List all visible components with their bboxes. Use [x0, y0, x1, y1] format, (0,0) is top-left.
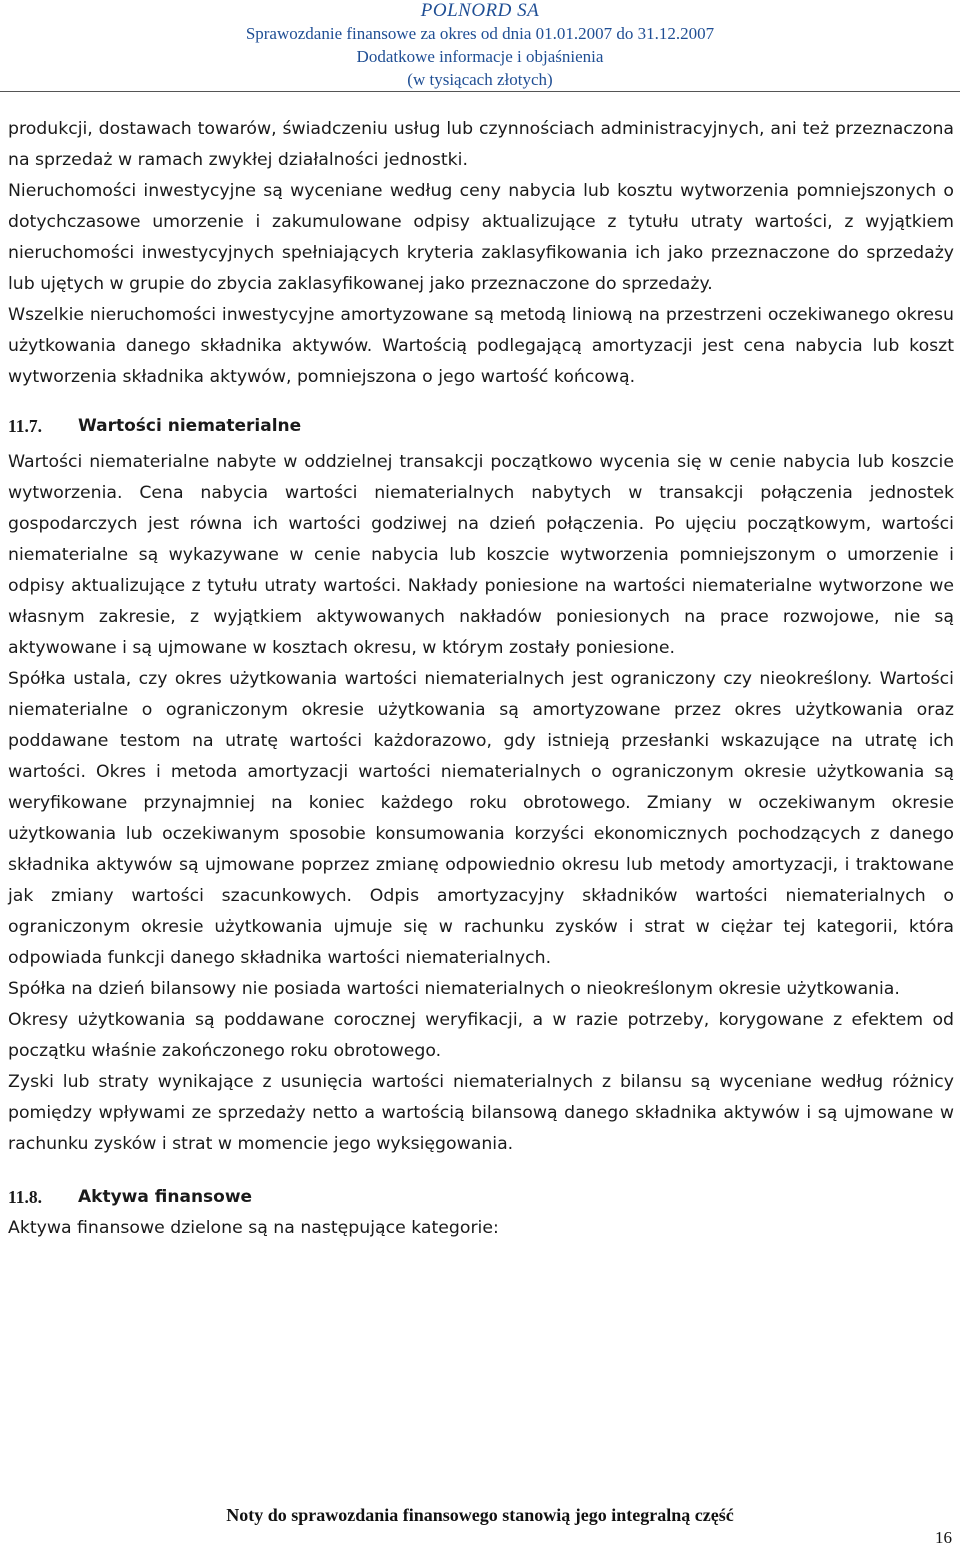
- report-subtitle: Dodatkowe informacje i objaśnienia: [356, 47, 604, 66]
- paragraph: Wszelkie nieruchomości inwestycyjne amortyzowane są metodą liniową na przestrzeni oczekiwanego okresu użytkowania danego składnika aktywów. Wartością podlegającą amortyzacji jest cena nabycia lub koszt wytworzenia składnika aktywów, pomniejszona o jego wartość końcową.: [8, 305, 954, 387]
- paragraph: Nieruchomości inwestycyjne są wyceniane według ceny nabycia lub kosztu wytworzenia pomniejszonych o dotychczasowe umorzenie i zakumulowane odpisy aktualizujące z tytułu utraty wartości, z wyjątkiem nieruchomości inwestycyjnych spełniających kryteria zaklasyfikowania ich jako przeznaczone do sprzedaży lub ujętych w grupie do zbycia zaklasyfikowanej jako przeznaczone do sprzedaży.: [8, 181, 954, 294]
- report-units: (w tysiącach złotych): [407, 70, 553, 89]
- section-number: 11.7.: [8, 416, 43, 436]
- section-number: 11.8.: [8, 1187, 43, 1207]
- company-name: POLNORD SA: [420, 0, 540, 21]
- document-body: [8, 114, 954, 1244]
- page-number: 16: [935, 1528, 952, 1547]
- section-title: Wartości niematerialne: [78, 416, 302, 436]
- section-heading-11-7: [8, 411, 954, 442]
- page-footer: Noty do sprawozdania finansowego stanowią jego integralną część: [226, 1505, 734, 1525]
- paragraph: Zyski lub straty wynikające z usunięcia wartości niematerialnych z bilansu są wyceniane według różnicy pomiędzy wpływami ze sprzedaży netto a wartością bilansową danego składnika aktywów i są ujmowane w rachunku zysków i strat w momencie jego wyksięgowania.: [8, 1072, 954, 1154]
- page-header: [0, 0, 960, 91]
- paragraph: Spółka na dzień bilansowy nie posiada wartości niematerialnych o nieokreślonym okresie użytkowania.: [8, 979, 900, 999]
- section-heading-11-8: [8, 1182, 954, 1213]
- paragraph: Wartości niematerialne nabyte w oddzielnej transakcji początkowo wycenia się w cenie nabycia lub koszcie wytworzenia. Cena nabycia wartości niematerialnych nabytych w transakcji połączenia jednostek gospodarczych jest równa ich wartości godziwej na dzień połączenia. Po ujęciu początkowym, wartości niematerialne są wykazywane w cenie nabycia lub koszcie wytworzenia pomniejszonym o umorzenie i odpisy aktualizujące z tytułu utraty wartości. Nakłady poniesione na wartości niematerialne wytworzone we własnym zakresie, z wyjątkiem aktywowanych nakładów poniesionych na prace rozwojowe, nie są aktywowane i są ujmowane w kosztach okresu, w którym zostały poniesione.: [8, 452, 954, 658]
- paragraph: Aktywa finansowe dzielone są na następujące kategorie:: [8, 1218, 499, 1238]
- paragraph: Spółka ustala, czy okres użytkowania wartości niematerialnych jest ograniczony czy nieokreślony. Wartości niematerialne o ograniczonym okresie użytkowania są amortyzowane przez okres użytkowania oraz poddawane testom na utratę wartości każdorazowo, gdy istnieją przesłanki wskazujące na utratę ich wartości. Okres i metoda amortyzacji wartości niematerialnych o ograniczonym okresie użytkowania są weryfikowane przynajmniej na koniec każdego roku obrotowego. Zmiany w oczekiwanym okresie użytkowania lub oczekiwanym sposobie konsumowania korzyści ekonomicznych pochodzących z danego składnika aktywów są ujmowane poprzez zmianę odpowiednio okresu lub metody amortyzacji, i traktowane jak zmiany wartości szacunkowych. Odpis amortyzacyjny składników wartości niematerialnych o ograniczonym okresie użytkowania ujmuje się w rachunku zysków i strat w ciężar tej kategorii, która odpowiada funkcji danego składnika wartości niematerialnych.: [8, 669, 954, 968]
- section-title: Aktywa finansowe: [78, 1187, 253, 1207]
- report-title: Sprawozdanie finansowe za okres od dnia 01.01.2007 do 31.12.2007: [245, 24, 715, 43]
- header-divider: [0, 91, 960, 92]
- paragraph: produkcji, dostawach towarów, świadczeniu usług lub czynnościach administracyjnych, ani też przeznaczona na sprzedaż w ramach zwykłej działalności jednostki.: [8, 119, 954, 170]
- paragraph: Okresy użytkowania są poddawane corocznej weryfikacji, a w razie potrzeby, korygowane z efektem od początku właśnie zakończonego roku obrotowego.: [8, 1010, 954, 1061]
